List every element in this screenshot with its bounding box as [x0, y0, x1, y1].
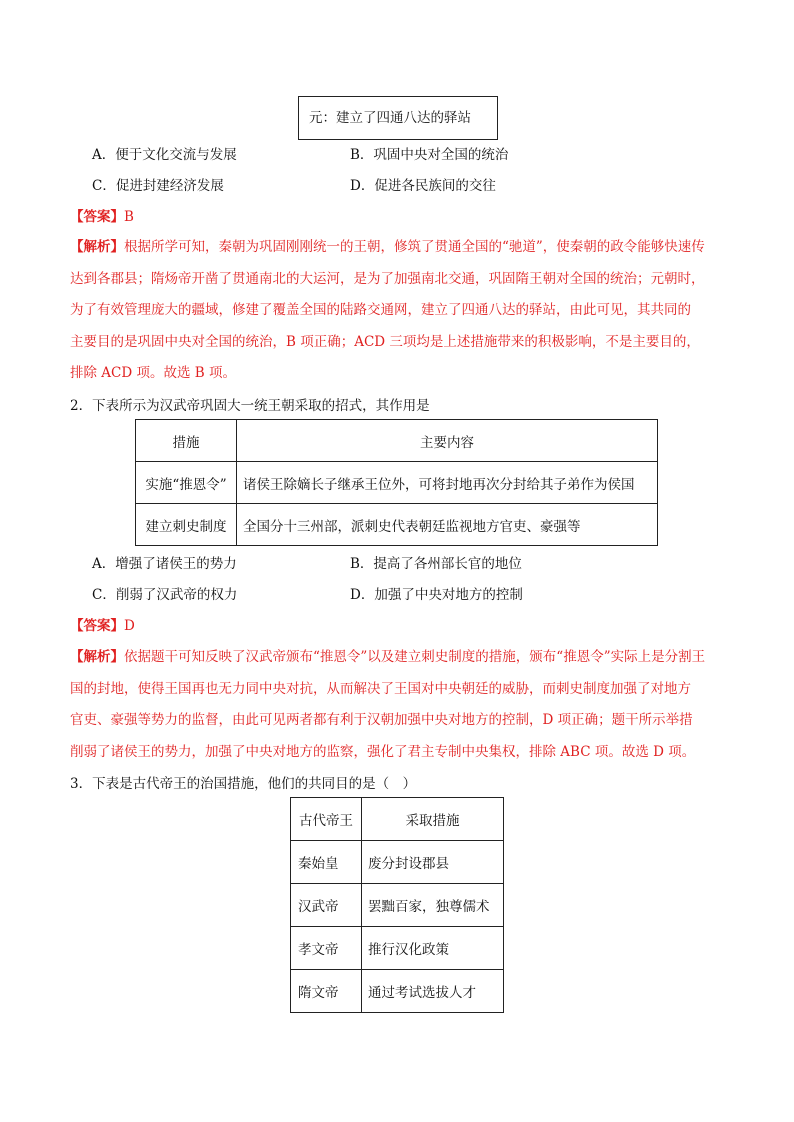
q1-option-c[interactable]: C．促进封建经济发展: [92, 178, 224, 194]
analysis-line: 达到各郡县；隋炀帝开凿了贯通南北的大运河，是为了加强南北交通，巩固隋王朝对全国的统治；元朝时，: [70, 270, 705, 287]
q3-stem: 3．下表是古代帝王的治国措施，他们的共同目的是（ ）: [70, 776, 417, 792]
q2-analysis: [70, 642, 726, 768]
table-cell: 诸侯王除嫡长子继承王位外，可将封地再次分封给其子弟作为侯国: [237, 462, 658, 504]
table-cell: 全国分十三州部，派刺史代表朝廷监视地方官吏、豪强等: [237, 504, 658, 546]
q1-material-text: 元：建立了四通八达的驿站: [309, 110, 471, 126]
q2-table: [135, 419, 658, 546]
table-cell: 实施“推恩令”: [136, 462, 237, 504]
table-row: [136, 462, 658, 504]
table-cell: 建立刺史制度: [136, 504, 237, 546]
answer-value: B: [124, 209, 134, 225]
analysis-line: 主要目的是巩固中央对全国的统治，B 项正确；ACD 三项均是上述措施带来的积极影响，不是主要目的，: [70, 333, 700, 350]
analysis-tag: 【解析】: [70, 649, 124, 665]
table-cell: 汉武帝: [291, 884, 362, 927]
table-header-cell: 采取措施: [362, 798, 504, 841]
analysis-line: 官吏、豪强等势力的监督，由此可见两者都有利于汉朝加强中央对地方的控制，D 项正确；题干所示举措: [70, 712, 693, 728]
q2-stem: 2．下表所示为汉武帝巩固大一统王朝采取的招式，其作用是: [70, 398, 430, 414]
table-row: [291, 927, 504, 970]
table-header-cell: 措施: [136, 420, 237, 462]
analysis-line: 排除 ACD 项。故选 B 项。: [70, 365, 236, 381]
analysis-line: 为了有效管理庞大的疆域，修建了覆盖全国的陆路交通网，建立了四通八达的驿站，由此可见，其共同的: [70, 302, 691, 318]
table-header-cell: 主要内容: [237, 420, 658, 462]
analysis-line: 【解析】根据所学可知，秦朝为巩固刚刚统一的王朝，修筑了贯通全国的“驰道”，使秦朝的政令能够快速传: [70, 239, 705, 255]
table-header-row: [136, 420, 658, 462]
q1-material-box: [298, 96, 498, 140]
table-cell: 隋文帝: [291, 970, 362, 1013]
q1-analysis: [70, 232, 726, 390]
table-row: [291, 970, 504, 1013]
q2-option-b[interactable]: B．提高了各州部长官的地位: [350, 556, 522, 572]
answer-tag: 【答案】: [70, 209, 124, 225]
table-cell: 秦始皇: [291, 841, 362, 884]
table-cell: 罢黜百家，独尊儒术: [362, 884, 504, 927]
table-cell: 通过考试选拔人才: [362, 970, 504, 1013]
analysis-line: 削弱了诸侯王的势力，加强了中央对地方的监察，强化了君主专制中央集权，排除 ABC 项。故选 D 项。: [70, 743, 696, 760]
q3-table: [290, 797, 504, 1013]
q1-option-b[interactable]: B．巩固中央对全国的统治: [350, 147, 509, 163]
table-row: [291, 841, 504, 884]
q2-answer: [70, 617, 135, 635]
answer-tag: 【答案】: [70, 618, 124, 634]
table-row: [291, 884, 504, 927]
table-row: [136, 504, 658, 546]
analysis-line: 【解析】依据题干可知反映了汉武帝颁布“推恩令”以及建立刺史制度的措施，颁布“推恩令”实际上是分割王: [70, 649, 706, 665]
q1-answer: [70, 208, 134, 226]
answer-value: D: [124, 618, 135, 634]
q2-option-c[interactable]: C．削弱了汉武帝的权力: [92, 587, 238, 603]
table-header-row: [291, 798, 504, 841]
q2-option-a[interactable]: A．增强了诸侯王的势力: [92, 556, 237, 572]
table-cell: 废分封设郡县: [362, 841, 504, 884]
q1-option-a[interactable]: A．便于文化交流与发展: [92, 147, 237, 163]
table-cell: 孝文帝: [291, 927, 362, 970]
table-cell: 推行汉化政策: [362, 927, 504, 970]
table-header-cell: 古代帝王: [291, 798, 362, 841]
q1-option-d[interactable]: D．促进各民族间的交往: [350, 178, 496, 194]
q2-option-d[interactable]: D．加强了中央对地方的控制: [350, 587, 523, 603]
analysis-line: 国的封地，使得王国再也无力同中央对抗，从而解决了王国对中央朝廷的威胁，而刺史制度加强了对地方: [70, 680, 691, 697]
analysis-tag: 【解析】: [70, 239, 124, 255]
